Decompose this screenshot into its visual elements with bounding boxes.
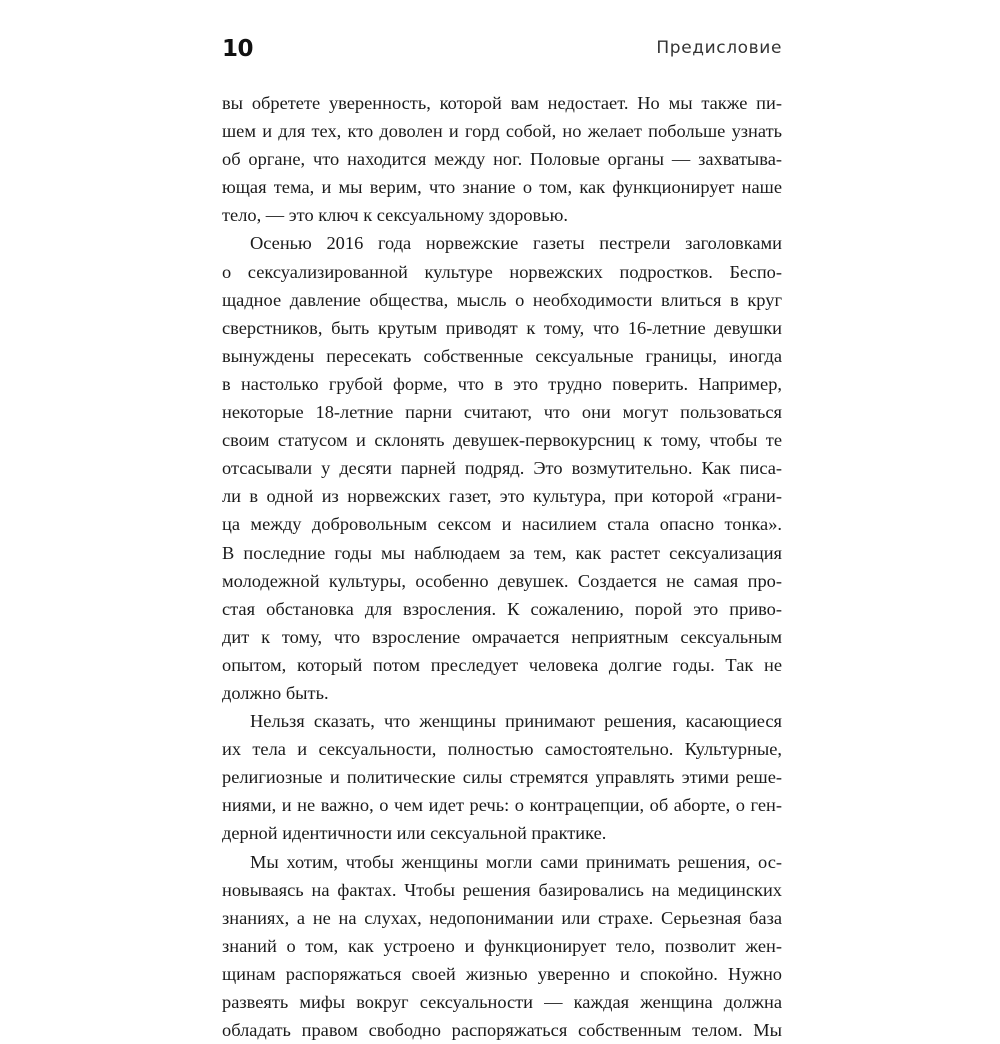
- text-line: вы обретете уверенность, которой вам недостает. Но мы также пи-: [222, 93, 782, 113]
- text-line: ниями, и не важно, о чем идет речь: о контрацепции, об аборте, о ген-: [222, 795, 782, 816]
- paragraph: [222, 848, 782, 1044]
- chapter-title: Предисловие: [656, 38, 782, 58]
- paragraph: [222, 229, 782, 707]
- text-line: новываясь на фактах. Чтобы решения базировались на медицинских: [222, 879, 782, 900]
- text-line: об органе, что находится между ног. Половые органы — захватыва-: [222, 149, 782, 170]
- text-line: щинам распоряжаться своей жизнью уверенно и спокойно. Нужно: [222, 963, 782, 984]
- text-line: В последние годы мы наблюдаем за тем, как растет сексуализация: [222, 542, 782, 563]
- text-line: знаниях, а не на слухах, недопонимании или страхе. Серьезная база: [222, 907, 782, 928]
- text-line: ли в одной из норвежских газет, это культура, при которой «грани-: [222, 486, 782, 507]
- text-line: в настолько грубой форме, что в это трудно поверить. Например,: [222, 373, 782, 394]
- text-line: знаний о том, как устроено и функционирует тело, позволит жен-: [222, 935, 782, 956]
- text-line: молодежной культуры, особенно девушек. Создается не самая про-: [222, 570, 782, 591]
- body-text: [222, 89, 782, 1044]
- paragraph: [222, 89, 782, 229]
- text-line: развеять мифы вокруг сексуальности — каждая женщина должна: [222, 992, 782, 1012]
- text-line: своим статусом и склонять девушек-первокурсниц к тому, чтобы те: [222, 430, 782, 451]
- text-line: ца между добровольным сексом и насилием стала опасно тонка».: [222, 514, 782, 535]
- text-line: дит к тому, что взросление омрачается неприятным сексуальным: [222, 626, 782, 647]
- text-line: тело, — это ключ к сексуальному здоровью.: [222, 205, 568, 226]
- text-line: ющая тема, и мы верим, что знание о том, как функционирует наше: [222, 177, 782, 198]
- text-line: Нельзя сказать, что женщины принимают решения, касающиеся: [250, 711, 782, 732]
- text-line: сверстников, быть крутым приводят к тому, что 16-летние девушки: [222, 317, 782, 338]
- text-line: обладать правом свободно распоряжаться собственным телом. Мы: [222, 1020, 782, 1041]
- text-line: Осенью 2016 года норвежские газеты пестрели заголовками: [250, 233, 782, 254]
- text-line: вынуждены пересекать собственные сексуальные границы, иногда: [222, 345, 782, 366]
- paragraph: [222, 707, 782, 847]
- text-line: должно быть.: [222, 682, 329, 703]
- text-line: стая обстановка для взросления. К сожалению, порой это приво-: [222, 598, 782, 619]
- running-head: [222, 30, 782, 70]
- text-line: религиозные и политические силы стремятся управлять этими реше-: [222, 767, 782, 788]
- text-line: щадное давление общества, мысль о необходимости влиться в круг: [222, 289, 782, 310]
- text-line: Мы хотим, чтобы женщины могли сами принимать решения, ос-: [250, 851, 782, 872]
- text-line: отсасывали у десяти парней подряд. Это возмутительно. Как писа-: [222, 458, 782, 479]
- text-line: шем и для тех, кто доволен и горд собой, но желает побольше узнать: [222, 121, 782, 142]
- page-number: 10: [222, 36, 254, 62]
- text-line: опытом, который потом преследует человека долгие годы. Так не: [222, 654, 782, 675]
- text-line: о сексуализированной культуре норвежских подростков. Беспо-: [222, 261, 782, 282]
- text-line: дерной идентичности или сексуальной практике.: [222, 823, 607, 844]
- text-line: некоторые 18-летние парни считают, что они могут пользоваться: [222, 402, 782, 423]
- text-line: их тела и сексуальности, полностью самостоятельно. Культурные,: [222, 739, 782, 760]
